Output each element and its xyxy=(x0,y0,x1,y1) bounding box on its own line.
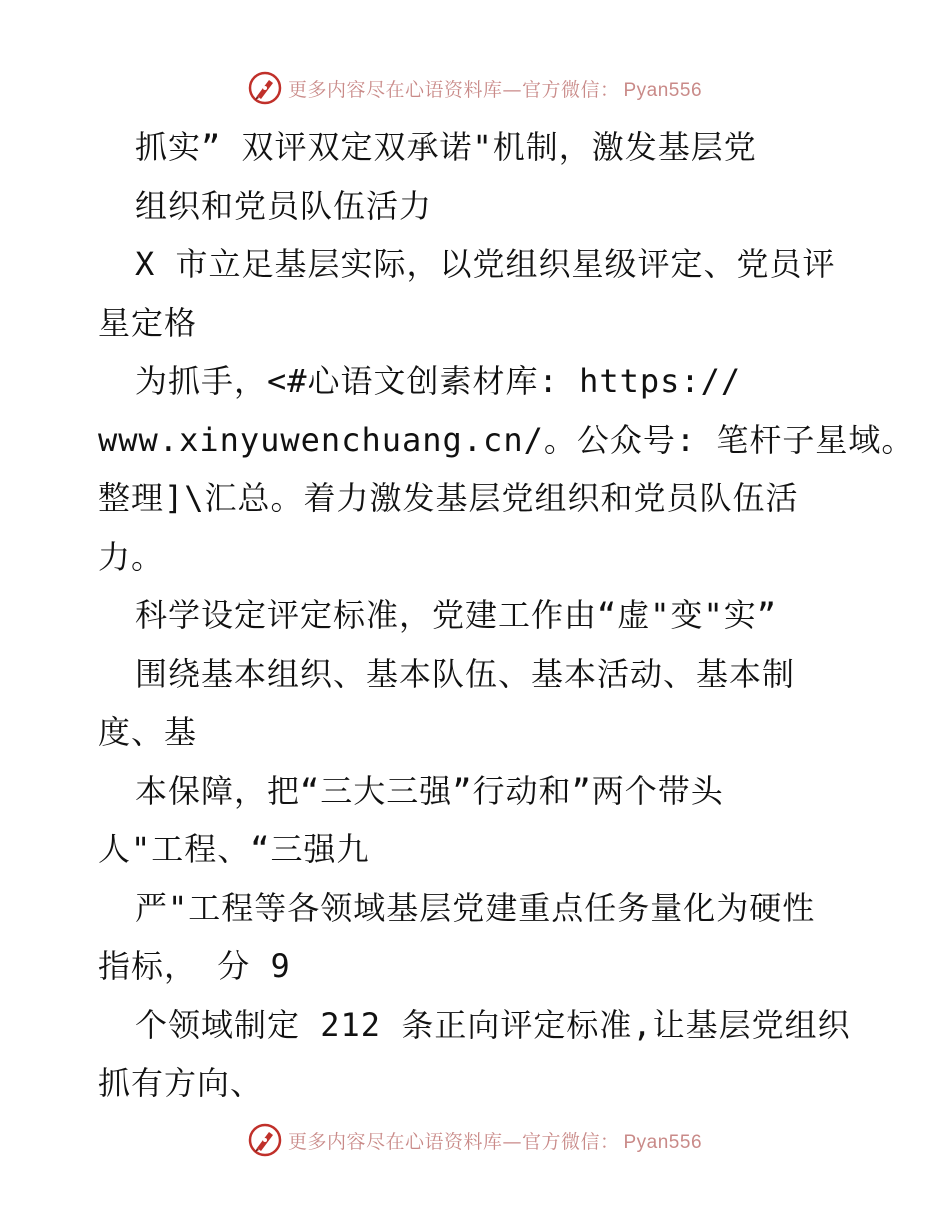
body-line: 个领域制定 212 条正向评定标准,让基层党组织 xyxy=(135,1005,851,1044)
document-body xyxy=(98,118,915,1113)
header-banner-id: Pyan556 xyxy=(623,79,703,101)
pen-logo-icon xyxy=(248,71,282,105)
body-line: 为抓手，<#心语文创素材库: https:// xyxy=(135,362,742,400)
footer-banner xyxy=(0,1120,950,1160)
body-line: 组织和党员队伍活力 xyxy=(135,186,433,225)
body-line: 指标， 分 9 xyxy=(98,947,291,985)
footer-banner-id: Pyan556 xyxy=(623,1131,703,1153)
header-banner xyxy=(0,68,950,108)
body-line: 本保障，把“三大三强”行动和”两个带头 xyxy=(135,771,724,810)
body-line: 整理]\汇总。着力激发基层党组织和党员队伍活 xyxy=(98,479,799,517)
body-line: www.xinyuwenchuang.cn/。公众号: 笔杆子星域。 xyxy=(98,420,915,459)
body-line: 抓有方向、 xyxy=(98,1064,264,1102)
body-line: X 市立足基层实际，以党组织星级评定、党员评 xyxy=(135,245,836,283)
body-line: 力。 xyxy=(98,537,165,576)
body-line: 星定格 xyxy=(98,303,198,342)
body-line: 围绕基本组织、基本队伍、基本活动、基本制 xyxy=(135,654,796,693)
pen-logo-icon xyxy=(248,1123,282,1157)
header-banner-text: 更多内容尽在心语资料库—官方微信： Pyan556 xyxy=(287,78,703,101)
body-line: 科学设定评定标准，党建工作由“虚"变"实” xyxy=(135,596,778,634)
body-line: 抓实” 双评双定双承诺"机制，激发基层党 xyxy=(135,128,757,166)
body-line: 严"工程等各领域基层党建重点任务量化为硬性 xyxy=(135,888,816,927)
footer-banner-text: 更多内容尽在心语资料库—官方微信： Pyan556 xyxy=(287,1130,703,1153)
body-line: 人"工程、“三强九 xyxy=(98,830,370,868)
body-line: 度、基 xyxy=(98,713,198,751)
